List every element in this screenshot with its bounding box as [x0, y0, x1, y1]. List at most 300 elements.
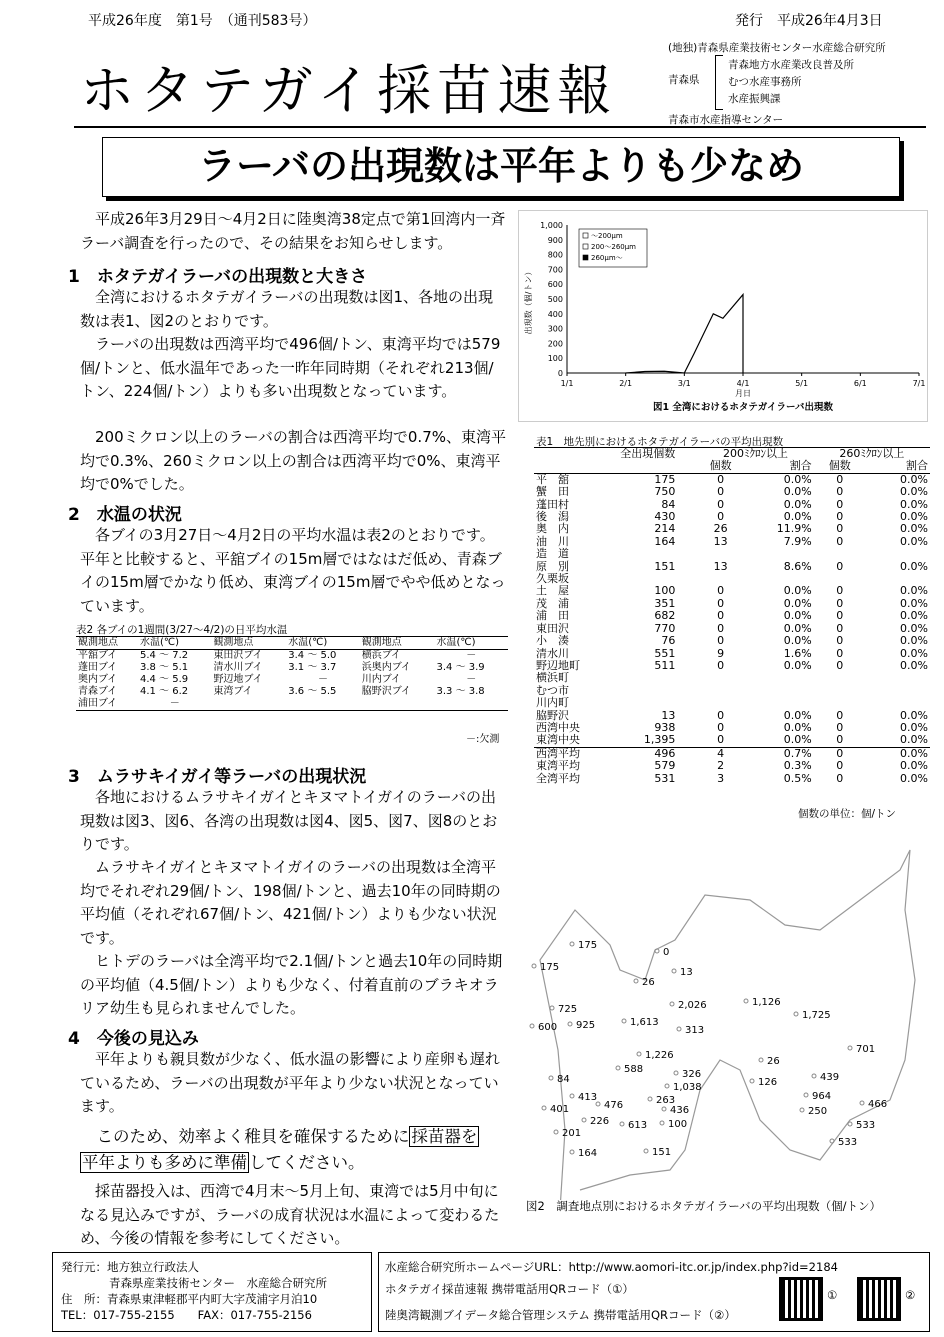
t2-head-2: 観測地点 — [213, 637, 254, 648]
table1-cell: 84 — [661, 497, 676, 511]
table1-cell: 0 — [836, 596, 844, 610]
table1-cell: 0 — [717, 658, 725, 672]
table1-cell: 351 — [654, 596, 676, 610]
station-marker — [665, 1084, 669, 1088]
table1-row — [534, 499, 930, 511]
table1-cell: 横浜町 — [536, 671, 569, 685]
table1-cell: 0.0% — [900, 497, 928, 511]
station-marker — [616, 1066, 620, 1070]
x-tick-label: 4/1 — [736, 379, 750, 388]
station-marker — [804, 1093, 808, 1097]
table1-cell: 13 — [713, 559, 728, 573]
table1-cell: 0.0% — [900, 534, 928, 548]
section1-heading: 1 ホタテガイラーバの出現数と大きさ — [68, 267, 368, 287]
table1-cell: 0.0% — [783, 720, 812, 734]
t2-cell: － — [466, 674, 477, 685]
station-count-label: 600 — [538, 1022, 558, 1033]
t2-cell: 蓬田ブイ — [78, 662, 118, 673]
y-tick-label: 300 — [547, 324, 563, 334]
y-axis-label: 出現数（個/トン） — [524, 267, 533, 335]
station-marker — [622, 1019, 626, 1023]
t2-head-0: 観測地点 — [78, 637, 118, 648]
table1-cell: 0 — [717, 596, 725, 610]
table1-cell: 0 — [836, 720, 844, 734]
table1-cell — [744, 672, 814, 684]
table1-cell: 0.7% — [783, 746, 812, 760]
station-marker — [812, 1074, 816, 1078]
table1-cell: 750 — [654, 485, 676, 499]
t2-cell: 3.4 ～ 5.0 — [288, 650, 337, 661]
table1-row — [534, 598, 930, 610]
table1-row — [534, 760, 930, 772]
chart-title: 図1 全湾におけるホタテガイラーバ出現数 — [653, 402, 833, 413]
table1-cell: 0.0% — [900, 522, 928, 536]
table1-cell: 油 川 — [536, 534, 569, 548]
t2-cell: 平舘ブイ — [78, 650, 118, 661]
y-tick-label: 400 — [547, 309, 563, 319]
issue-date: 発行 平成26年4月3日 — [735, 13, 883, 29]
highlight-box-2: 平年よりも多めに準備 — [82, 1153, 247, 1172]
table1-cell: 511 — [654, 658, 676, 672]
table1-row — [534, 722, 930, 734]
station-marker — [550, 1006, 554, 1010]
station-count-label: 201 — [562, 1128, 582, 1139]
org-research-institute: (地独)青森県産業技術センター水産総合研究所 — [668, 42, 886, 54]
station-marker — [800, 1108, 804, 1112]
table1-cell: 13 — [661, 708, 676, 722]
station-marker — [794, 1012, 798, 1016]
station-marker — [660, 1121, 664, 1125]
bay-map — [520, 830, 930, 1200]
station-marker — [670, 1002, 674, 1006]
qr-code-2[interactable] — [857, 1277, 901, 1321]
t1-head-200: 200ﾐｸﾛﾝ以上 — [723, 447, 789, 460]
highlight-box-1: 採苗器を — [411, 1127, 478, 1146]
station-count-label: 13 — [680, 967, 693, 978]
station-count-label: 175 — [540, 962, 560, 973]
table1-cell — [866, 697, 930, 709]
table1-cell: 0 — [717, 621, 725, 635]
table1-cell: 0.0% — [900, 708, 928, 722]
org-prefecture: 青森県 — [668, 74, 700, 86]
table1-row — [534, 623, 930, 635]
station-count-label: 1,613 — [630, 1017, 659, 1028]
station-marker — [662, 1107, 666, 1111]
table1-cell — [697, 697, 744, 709]
table1-cell: 0 — [836, 646, 844, 660]
station-marker — [620, 1122, 624, 1126]
section3-heading: 3 ムラサキイガイ等ラーバの出現状況 — [68, 767, 367, 787]
publisher-box — [52, 1252, 372, 1332]
station-count-label: 313 — [685, 1025, 705, 1036]
table1-cell: 0 — [836, 708, 844, 722]
table1-cell: 0.0% — [900, 646, 928, 660]
figure2-caption: 図2 調査地点別におけるホタテガイラーバの平均出現数（個/トン） — [526, 1199, 882, 1213]
table1-cell: 0 — [836, 522, 844, 536]
station-marker — [860, 1101, 864, 1105]
t2-cell: 清水川ブイ — [213, 662, 263, 673]
table1-cell: 0 — [836, 510, 844, 524]
table1-cell — [866, 548, 930, 560]
table1-cell: 東湾中央 — [536, 733, 580, 747]
table1-cell — [866, 685, 930, 697]
homepage-url[interactable]: 水産総合研究所ホームページURL：http://www.aomori-itc.or.jp/index.php?id=2184 — [385, 1260, 838, 1274]
table1-row — [534, 773, 930, 785]
t2-cell: 3.8 ～ 5.1 — [139, 662, 189, 673]
table1-cell: 西湾平均 — [536, 746, 580, 760]
table1-cell: 430 — [654, 510, 676, 524]
x-tick-label: 6/1 — [853, 379, 867, 388]
table1-cell: 0 — [836, 559, 844, 573]
section3-para3: ヒトデのラーバは全湾平均で2.1個/トンと過去10年の同時期の平均値（4.5個/トン）よりも少なく、付着直前のブラキオラリア幼生も見られませんでした。 — [80, 952, 503, 1017]
table1-cell: 平 舘 — [536, 472, 569, 486]
table1-cell: 0 — [836, 497, 844, 511]
table1-cell: 0 — [717, 472, 725, 486]
station-count-label: 151 — [652, 1147, 672, 1158]
station-count-label: 84 — [557, 1074, 570, 1085]
station-count-label: 250 — [808, 1106, 828, 1117]
table1-cell: 0.0% — [900, 596, 928, 610]
table1-cell — [814, 672, 866, 684]
table1-cell: 奥 内 — [536, 522, 569, 536]
table1-row — [534, 635, 930, 647]
t2-cell: 浦田ブイ — [78, 698, 118, 709]
qr2-mark: ② — [905, 1288, 916, 1302]
station-count-label: 964 — [812, 1091, 832, 1102]
table1-cell: 0 — [717, 510, 725, 524]
table1-cell: 野辺地町 — [536, 658, 580, 672]
station-count-label: 401 — [550, 1104, 570, 1115]
qr-code-1[interactable] — [779, 1277, 823, 1321]
station-count-label: 588 — [624, 1064, 644, 1075]
table1-cell: 0 — [836, 634, 844, 648]
y-tick-label: 700 — [547, 265, 563, 275]
table1-row — [534, 561, 930, 573]
table1-cell: 0.0% — [900, 609, 928, 623]
table1-unit: 個数の単位：個/トン — [798, 808, 897, 820]
station-marker — [634, 979, 638, 983]
table1-cell: 76 — [661, 634, 676, 648]
station-marker — [848, 1122, 852, 1126]
table1-cell: 0 — [836, 759, 844, 773]
station-marker — [596, 1102, 600, 1106]
table1-cell: 3 — [717, 771, 725, 785]
table1-cell: 0 — [717, 708, 725, 722]
org-fishery-office: 青森地方水産業改良普及所 — [728, 59, 854, 71]
section3-para1: 各地におけるムラサキイガイとキヌマトイガイのラーバの出現数は図3、図6、各湾の出現数は図4、図5、図7、図8のとおりです。 — [80, 788, 498, 853]
publisher-address: 住 所：青森県東津軽郡平内町大字茂浦字月泊10 — [61, 1292, 318, 1306]
table1-cell: 0.0% — [783, 472, 812, 486]
legend-label: 260μm～ — [591, 254, 623, 262]
table1-cell: 0 — [717, 584, 725, 598]
station-marker — [568, 1022, 572, 1026]
table1-cell: 0.0% — [900, 746, 928, 760]
org-fishery-division: 水産振興課 — [728, 93, 781, 105]
legend-label: ～200μm — [591, 232, 623, 240]
legend-swatch — [583, 255, 588, 260]
table1-cell: 久栗坂 — [536, 572, 569, 586]
table1-row — [534, 536, 930, 548]
table1-cell: 1,395 — [643, 733, 676, 747]
t2-cell: 青森ブイ — [78, 686, 118, 697]
t2-cell: 奥内ブイ — [78, 674, 118, 685]
table1-row — [534, 697, 930, 709]
station-marker — [637, 1052, 641, 1056]
headline-box: ラーバの出現数は平年よりも少なめ — [102, 137, 900, 197]
station-count-label: 725 — [558, 1004, 578, 1015]
table1-cell: 9 — [717, 646, 725, 660]
t2-cell: 3.1 ～ 3.7 — [288, 662, 337, 673]
publisher-phone: TEL：017-755-2155 FAX：017-755-2156 — [61, 1308, 312, 1322]
t2-cell: － — [466, 650, 477, 661]
table1-cell: 0.0% — [900, 634, 928, 648]
station-marker — [744, 999, 748, 1003]
station-marker — [648, 1097, 652, 1101]
table1-cell: 0.0% — [900, 510, 928, 524]
t2-cell: － — [317, 674, 328, 685]
table1-cell: 579 — [654, 759, 676, 773]
water-temp-table — [76, 636, 508, 711]
station-count-label: 164 — [578, 1148, 598, 1159]
section4-para3: 採苗器投入は、西湾で4月末～5月上旬、東湾では5月中旬になる見込みですが、ラーバの成育状況は水温によって変わるため、今後の情報を参考にしてください。 — [80, 1182, 500, 1247]
table1-cell: 0.0% — [783, 609, 812, 623]
table1-cell — [598, 548, 697, 560]
t2-cell: － — [169, 698, 180, 709]
station-marker — [677, 1027, 681, 1031]
table1-cell: 531 — [654, 771, 676, 785]
t1-head-count: 個数 — [709, 459, 732, 473]
table1-cell: 151 — [654, 559, 676, 573]
station-count-label: 466 — [868, 1099, 888, 1110]
table1-cell: 脇野沢 — [536, 708, 569, 722]
station-marker — [848, 1046, 852, 1050]
table1-row — [534, 734, 930, 747]
table1-cell: 2 — [717, 759, 725, 773]
qr2-label: 陸奥湾観測ブイデータ総合管理システム 携帯電話用QRコード（②） — [385, 1308, 736, 1322]
t2-cell: 3.3 ～ 3.8 — [436, 686, 485, 697]
qr1-label: ホタテガイ採苗速報 携帯電話用QRコード（①） — [385, 1282, 634, 1296]
org-mutsu-office: むつ水産事務所 — [728, 76, 802, 88]
station-marker — [542, 1106, 546, 1110]
table1-cell — [744, 697, 814, 709]
t1-head-ratio: 割合 — [789, 459, 812, 473]
t2-head-5: 水温(℃) — [436, 637, 476, 648]
table1-row — [534, 573, 930, 585]
table1-cell: 0 — [836, 621, 844, 635]
station-count-label: 326 — [682, 1069, 702, 1080]
y-tick-label: 600 — [547, 280, 563, 290]
station-count-label: 226 — [590, 1116, 610, 1127]
table1-cell: 100 — [654, 584, 676, 598]
table1-cell — [814, 685, 866, 697]
station-count-label: 533 — [838, 1137, 858, 1148]
station-count-label: 701 — [856, 1044, 876, 1055]
x-tick-label: 5/1 — [795, 379, 809, 388]
table1-row — [534, 610, 930, 622]
table1-cell — [598, 697, 697, 709]
table1-row — [534, 486, 930, 498]
table1-cell: 土 屋 — [536, 584, 569, 598]
table1-cell: 0 — [717, 733, 725, 747]
station-count-label: 925 — [576, 1020, 596, 1031]
table1-cell: 小 湊 — [536, 634, 569, 648]
section3-para2: ムラサキイガイとキヌマトイガイのラーバの出現数は全湾平均でそれぞれ29個/トン、198個/トンと、過去10年の同時期の平均値（それぞれ67個/トン、421個/トン）よりも少ない状況です。 — [80, 858, 501, 947]
table2-note: －:欠測 — [466, 734, 500, 745]
table1-cell: 0 — [717, 609, 725, 623]
t2-cell: 東湾ブイ — [213, 686, 253, 697]
table1-cell: 清水川 — [536, 646, 569, 660]
t1-head-260: 260ﾐｸﾛﾝ以上 — [839, 447, 905, 460]
legend-label: 200～260μm — [591, 243, 636, 251]
table1-cell — [697, 685, 744, 697]
t2-head-3: 水温(℃) — [288, 637, 328, 648]
table1-cell: 東湾平均 — [536, 759, 580, 773]
table1-cell: 0 — [717, 497, 725, 511]
table1-cell: 造 道 — [536, 547, 569, 561]
table1-cell: 13 — [713, 534, 728, 548]
table1-cell: 0 — [717, 485, 725, 499]
station-marker — [582, 1118, 586, 1122]
t2-cell: 3.4 ～ 3.9 — [436, 662, 485, 673]
table1-row — [534, 511, 930, 523]
larva-chart — [519, 211, 927, 421]
table1-row — [534, 685, 930, 697]
station-count-label: 1,038 — [673, 1082, 702, 1093]
t2-cell: 横浜ブイ — [361, 650, 401, 661]
table1-cell — [814, 548, 866, 560]
station-marker — [549, 1076, 553, 1080]
station-marker — [674, 1071, 678, 1075]
station-marker — [570, 942, 574, 946]
table1-cell: 0.0% — [783, 634, 812, 648]
qr1-mark: ① — [827, 1288, 838, 1302]
section4-heading: 4 今後の見込み — [68, 1029, 199, 1049]
table1-cell: 0.0% — [900, 720, 928, 734]
t2-cell: 浜奥内ブイ — [361, 662, 411, 673]
t2-cell: 4.4 ～ 5.9 — [139, 674, 189, 685]
table1-cell: 164 — [654, 534, 676, 548]
intro-text: 平成26年3月29日～4月2日に陸奥湾38定点で第1回湾内一斉ラーバ調査を行ったので、その結果をお知らせします。 — [80, 210, 506, 252]
table1-cell: 682 — [654, 609, 676, 623]
t2-cell: 3.6 ～ 5.5 — [288, 686, 337, 697]
table1-cell: 7.9% — [783, 534, 812, 548]
table1-cell: 0.0% — [900, 733, 928, 747]
table1-cell: 0.5% — [783, 771, 812, 785]
table1-cell: 東田沢 — [536, 621, 569, 635]
t2-head-4: 観測地点 — [361, 637, 402, 648]
table1-cell: 0.0% — [900, 621, 928, 635]
table1-row — [534, 660, 930, 672]
station-count-label: 100 — [668, 1119, 688, 1130]
x-tick-label: 3/1 — [677, 379, 691, 388]
table1-cell: 0.0% — [900, 485, 928, 499]
y-tick-label: 1,000 — [540, 221, 563, 230]
table1-cell: 0.0% — [783, 584, 812, 598]
section1-para2: ラーバの出現数は西湾平均で496個/トン、東湾平均では579個/トンと、低水温年であった一昨年同時期（それぞれ213個/トン、224個/トン）よりも多い出現数となっています。 — [80, 335, 501, 400]
station-count-label: 439 — [820, 1072, 840, 1083]
table1-cell: 0 — [836, 472, 844, 486]
t2-head-1: 水温(℃) — [139, 637, 180, 648]
table1-cell: 0.0% — [783, 708, 812, 722]
links-box — [378, 1252, 930, 1332]
table1-cell: 26 — [713, 522, 728, 536]
table1-cell — [697, 548, 744, 560]
table1-cell: 0.0% — [783, 733, 812, 747]
table1-cell — [744, 685, 814, 697]
table1-cell — [814, 697, 866, 709]
table1-row — [534, 523, 930, 535]
table1-cell: 0.0% — [900, 658, 928, 672]
table1-cell: 0.0% — [900, 559, 928, 573]
table1-caption: 表1 地先別におけるホタテガイラーバの平均出現数 — [536, 436, 784, 448]
station-count-label: 0 — [663, 947, 670, 958]
table1-cell: 0.0% — [900, 759, 928, 773]
table1-row — [534, 747, 930, 760]
section4-para2-d: してください。 — [249, 1153, 365, 1172]
t2-cell: 5.4 ～ 7.2 — [139, 650, 189, 661]
t2-cell: 川内ブイ — [361, 674, 401, 685]
table1-cell: 西湾中央 — [536, 720, 580, 734]
y-tick-label: 100 — [547, 354, 563, 364]
y-tick-label: 500 — [547, 295, 563, 304]
table1-cell: 175 — [654, 472, 676, 486]
table1-cell: 0 — [836, 584, 844, 598]
table1-cell: 0 — [836, 771, 844, 785]
table1-cell — [598, 685, 697, 697]
table1-cell: 551 — [654, 646, 676, 660]
t2-cell: 4.1 ～ 6.2 — [139, 686, 189, 697]
table1-cell: むつ市 — [536, 683, 569, 697]
station-count-label: 175 — [578, 940, 598, 951]
station-marker — [554, 1130, 558, 1134]
station-marker — [830, 1139, 834, 1143]
table1-cell: 0.3% — [783, 759, 812, 773]
table1-cell: 0.0% — [900, 472, 928, 486]
section4-para1: 平年よりも親貝数が少なく、低水温の影響により産卵も遅れているため、ラーバの出現数が平年より少ない状況となっています。 — [80, 1050, 500, 1115]
y-tick-label: 900 — [547, 235, 563, 245]
table1-cell: 0 — [836, 534, 844, 548]
publisher-name: 地方独立行政法人 — [107, 1260, 199, 1274]
header-rule — [74, 126, 926, 128]
x-tick-label: 2/1 — [619, 379, 633, 388]
table1-cell: 0.0% — [783, 621, 812, 635]
table2-caption: 表2 各ブイの1週間(3/27～4/2)の日平均水温 — [76, 624, 288, 636]
table1-cell — [697, 672, 744, 684]
table1-row — [534, 473, 930, 486]
station-count-label: 476 — [604, 1100, 624, 1111]
table1-cell: 770 — [654, 621, 676, 635]
table1-row — [534, 672, 930, 684]
station-marker — [759, 1058, 763, 1062]
org-bracket — [715, 55, 723, 110]
x-tick-label: 7/1 — [912, 379, 926, 388]
station-count-label: 26 — [642, 977, 655, 988]
section2-para1: 各ブイの3月27日～4月2日の平均水温は表2のとおりです。平年と比較すると、平舘ブイの15m層ではなはだ低め、青森ブイの15m層でかなり低め、東湾ブイの15m層でやや低めとなっています。 — [80, 526, 506, 615]
table1-cell: 496 — [654, 746, 676, 760]
issue-number: 平成26年度 第1号 （通刊583号） — [88, 13, 317, 29]
table1-cell: 0 — [836, 746, 844, 760]
t2-cell: 脇野沢ブイ — [361, 686, 411, 697]
table1-cell — [866, 672, 930, 684]
page-title: ホタテガイ採苗速報 — [80, 59, 618, 122]
legend-swatch — [583, 244, 588, 249]
table1-cell: 原 別 — [536, 559, 569, 573]
t2-cell: 野辺地ブイ — [213, 674, 263, 685]
t1-head-count: 個数 — [828, 459, 851, 473]
station-count-label: 26 — [767, 1056, 780, 1067]
t1-head-ratio: 割合 — [906, 459, 928, 473]
station-marker — [750, 1079, 754, 1083]
